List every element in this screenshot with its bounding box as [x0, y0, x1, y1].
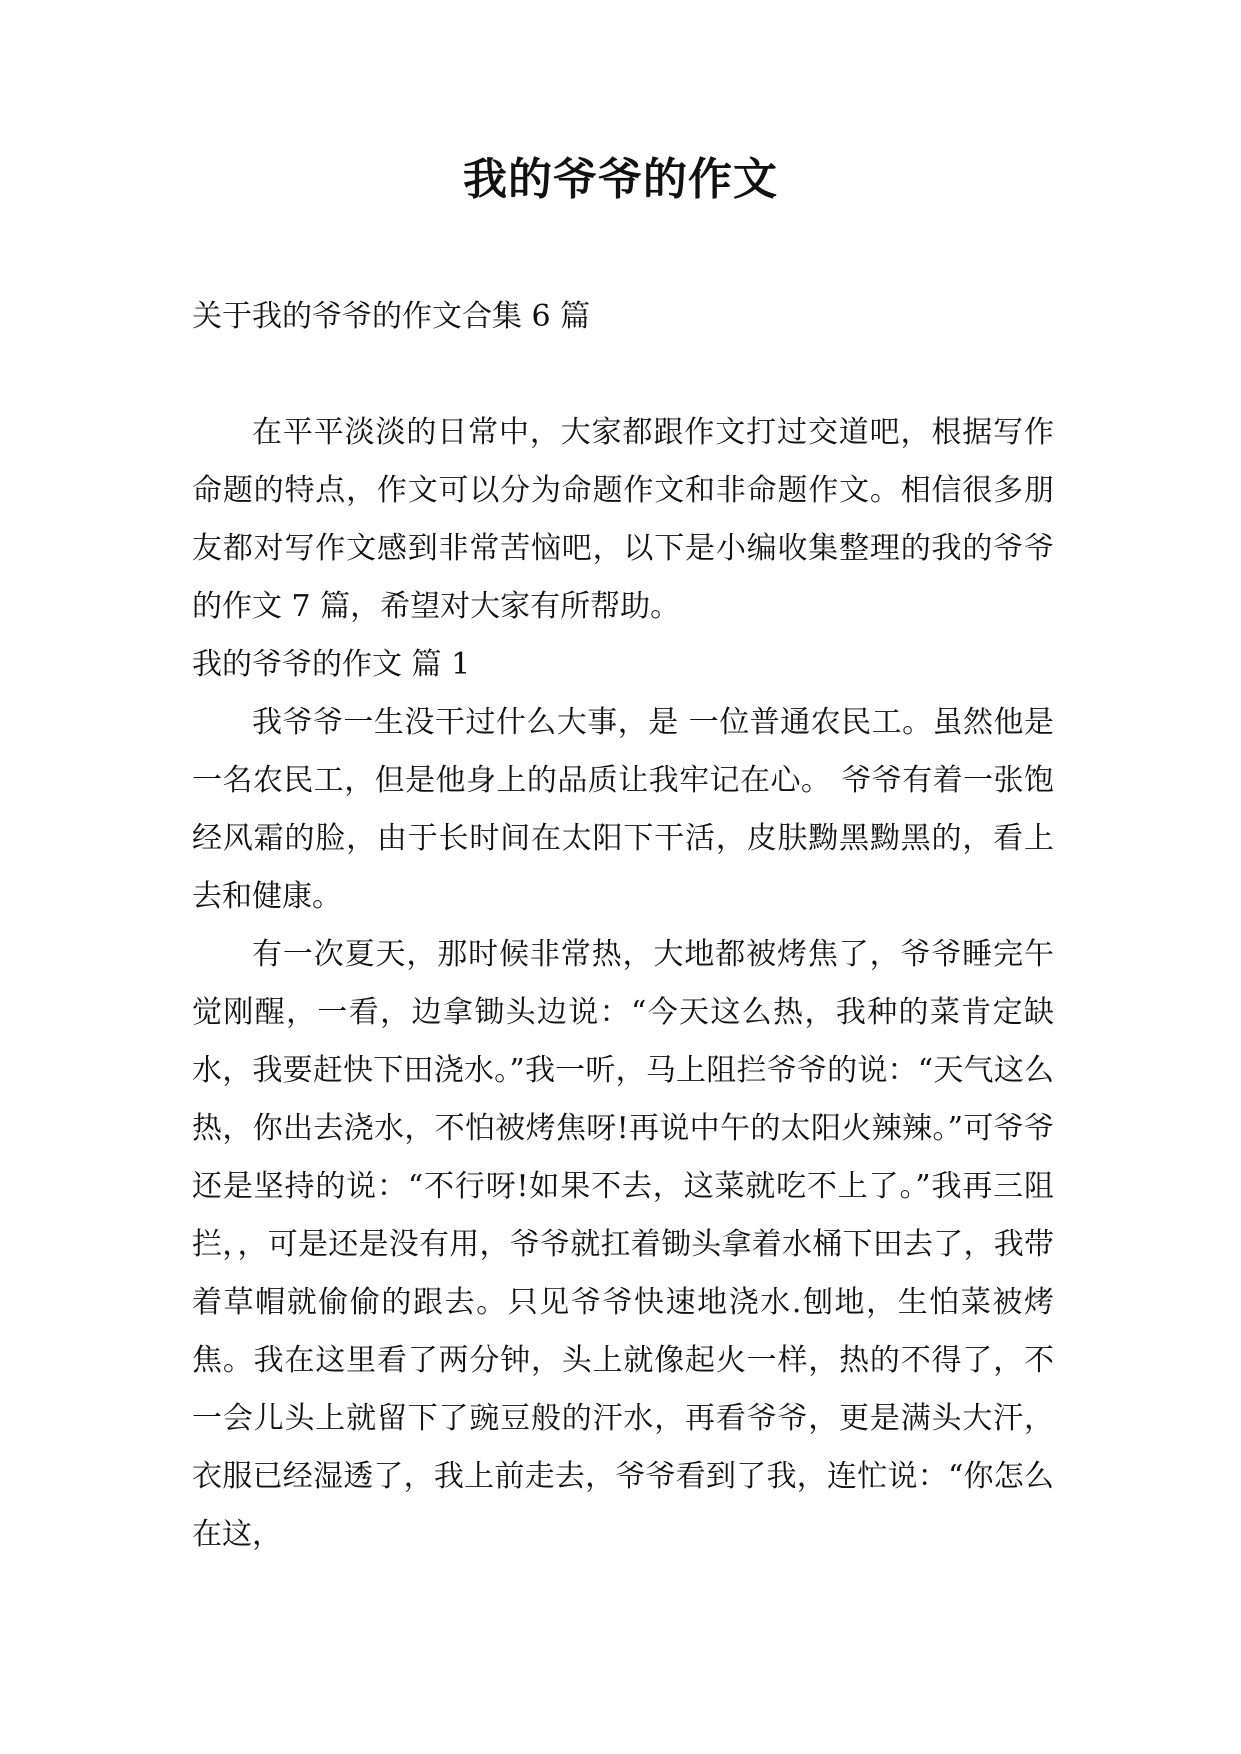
document-title: 我的爷爷的作文	[463, 154, 778, 205]
section-heading: 我的爷爷的作文 篇 1	[192, 647, 471, 682]
body-paragraph: 有一次夏天，那时候非常热，大地都被烤焦了，爷爷睡完午觉刚醒，一看，边拿锄头边说：“今天这么热，我种的菜肯定缺水，我要赶快下田浇水。”我一听，马上阻拦爷爷的说：“天气这么热，你出去浇水，不怕被烤焦呀!再说中午的太阳火辣辣。”可爷爷还是坚持的说：“不行呀!如果不去，这菜就吃不上了。”我再三阻拦，，可是还是没有用，爷爷就扛着锄头拿着水桶下田去了，我带着草帽就偷偷的跟去。只见爷爷快速地浇水.刨地，生怕菜被烤焦。我在这里看了两分钟，头上就像起火一样，热的不得了，不一会儿头上就留下了豌豆般的汗水，再看爷爷，更是满头大汗，衣服已经湿透了，我上前走去，爷爷看到了我，连忙说：“你怎么在这，	[192, 937, 1054, 1552]
section-body	[192, 694, 1054, 1564]
body-paragraph: 我爷爷一生没干过什么大事，是 一位普通农民工。虽然他是一名农民工，但是他身上的品质让我牢记在心。 爷爷有着一张饱经风霜的脸，由于长时间在太阳下干活，皮肤黝黑黝黑的，看上去和健康。	[192, 705, 1054, 914]
document-subtitle: 关于我的爷爷的作文合集 6 篇	[192, 299, 591, 334]
intro-paragraph: 在平平淡淡的日常中，大家都跟作文打过交道吧，根据写作命题的特点，作文可以分为命题作文和非命题作文。相信很多朋友都对写作文感到非常苦恼吧，以下是小编收集整理的我的爷爷的作文 7 篇，希望对大家有所帮助。	[192, 415, 1054, 624]
intro-section	[192, 404, 1054, 636]
